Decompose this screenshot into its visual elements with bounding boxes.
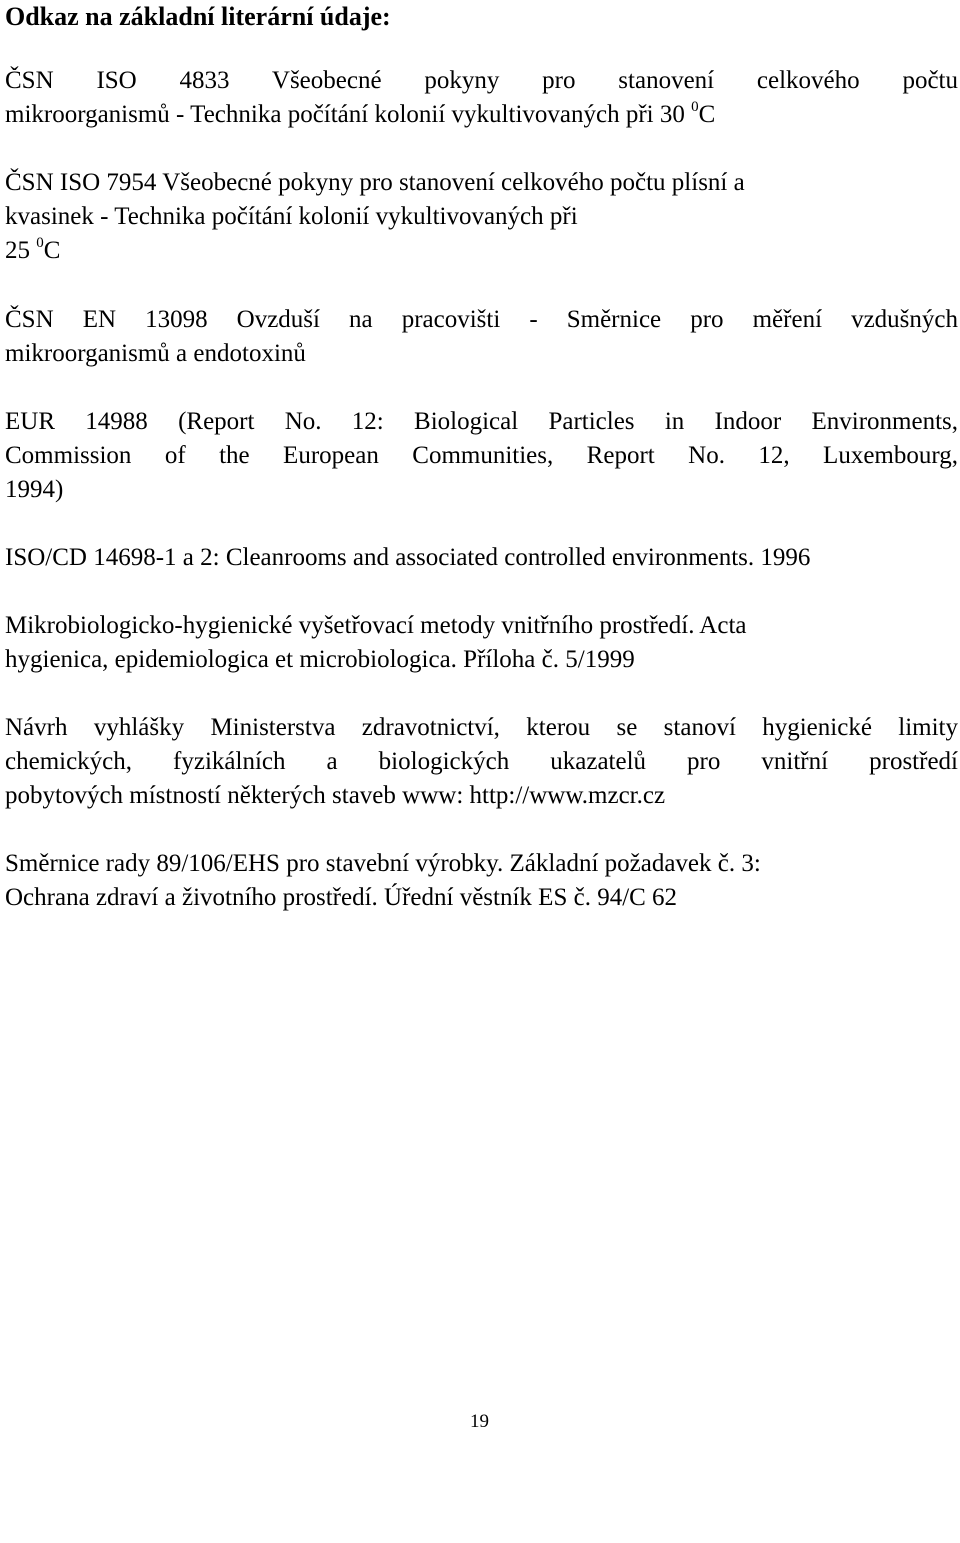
superscript: 0 (691, 99, 699, 115)
reference-line: pobytových místností některých staveb www: http://www.mzcr.cz (5, 782, 666, 809)
reference-line: EUR 14988 (Report No. 12: Biological Particles in Indoor Environments, (5, 408, 958, 435)
reference-line: Ochrana zdraví a životního prostředí. Úřední věstník ES č. 94/C 62 (5, 884, 678, 911)
reference-mikrobiologicko-hygienicke (5, 609, 958, 677)
reference-csn-iso-7954 (5, 166, 958, 268)
reference-line: 1994) (5, 476, 64, 503)
reference-line: mikroorganismů - Technika počítání kolonií vykultivovaných při 30 $^0$C (5, 99, 716, 128)
reference-line: ČSN ISO 7954 Všeobecné pokyny pro stanovení celkového počtu plísní a (5, 169, 745, 196)
reference-navrh-vyhlasky (5, 711, 958, 813)
reference-smernice-rady (5, 847, 958, 915)
reference-line: ČSN EN 13098 Ovzduší na pracovišti - Směrnice pro měření vzdušných (5, 306, 958, 333)
reference-line: Commission of the European Communities, Report No. 12, Luxembourg, (5, 442, 958, 469)
reference-line: Mikrobiologicko-hygienické vyšetřovací metody vnitřního prostředí. Acta (5, 612, 747, 639)
superscript: 0 (36, 235, 44, 251)
reference-csn-iso-4833 (5, 64, 958, 132)
reference-line: chemických, fyzikálních a biologických ukazatelů pro vnitřní prostředí (5, 748, 958, 775)
reference-line: Směrnice rady 89/106/EHS pro stavební výrobky. Základní požadavek č. 3: (5, 850, 761, 877)
page-number: 19 (470, 1411, 489, 1432)
reference-line: Návrh vyhlášky Ministerstva zdravotnictví, kterou se stanoví hygienické limity (5, 714, 958, 741)
reference-iso-cd-14698 (5, 541, 958, 575)
reference-csn-en-13098 (5, 303, 958, 371)
reference-line: kvasinek - Technika počítání kolonií vykultivovaných při (5, 203, 578, 230)
reference-eur-14988 (5, 405, 958, 507)
reference-line: 25 $^0$C (5, 235, 61, 264)
reference-line: hygienica, epidemiologica et microbiologica. Příloha č. 5/1999 (5, 646, 635, 673)
page-heading: Odkaz na základní literární údaje: (5, 2, 391, 31)
reference-line: mikroorganismů a endotoxinů (5, 340, 306, 367)
reference-line: ČSN ISO 4833 Všeobecné pokyny pro stanovení celkového počtu (5, 67, 958, 94)
reference-line: ISO/CD 14698-1 a 2: Cleanrooms and associated controlled environments. 1996 (5, 544, 811, 571)
